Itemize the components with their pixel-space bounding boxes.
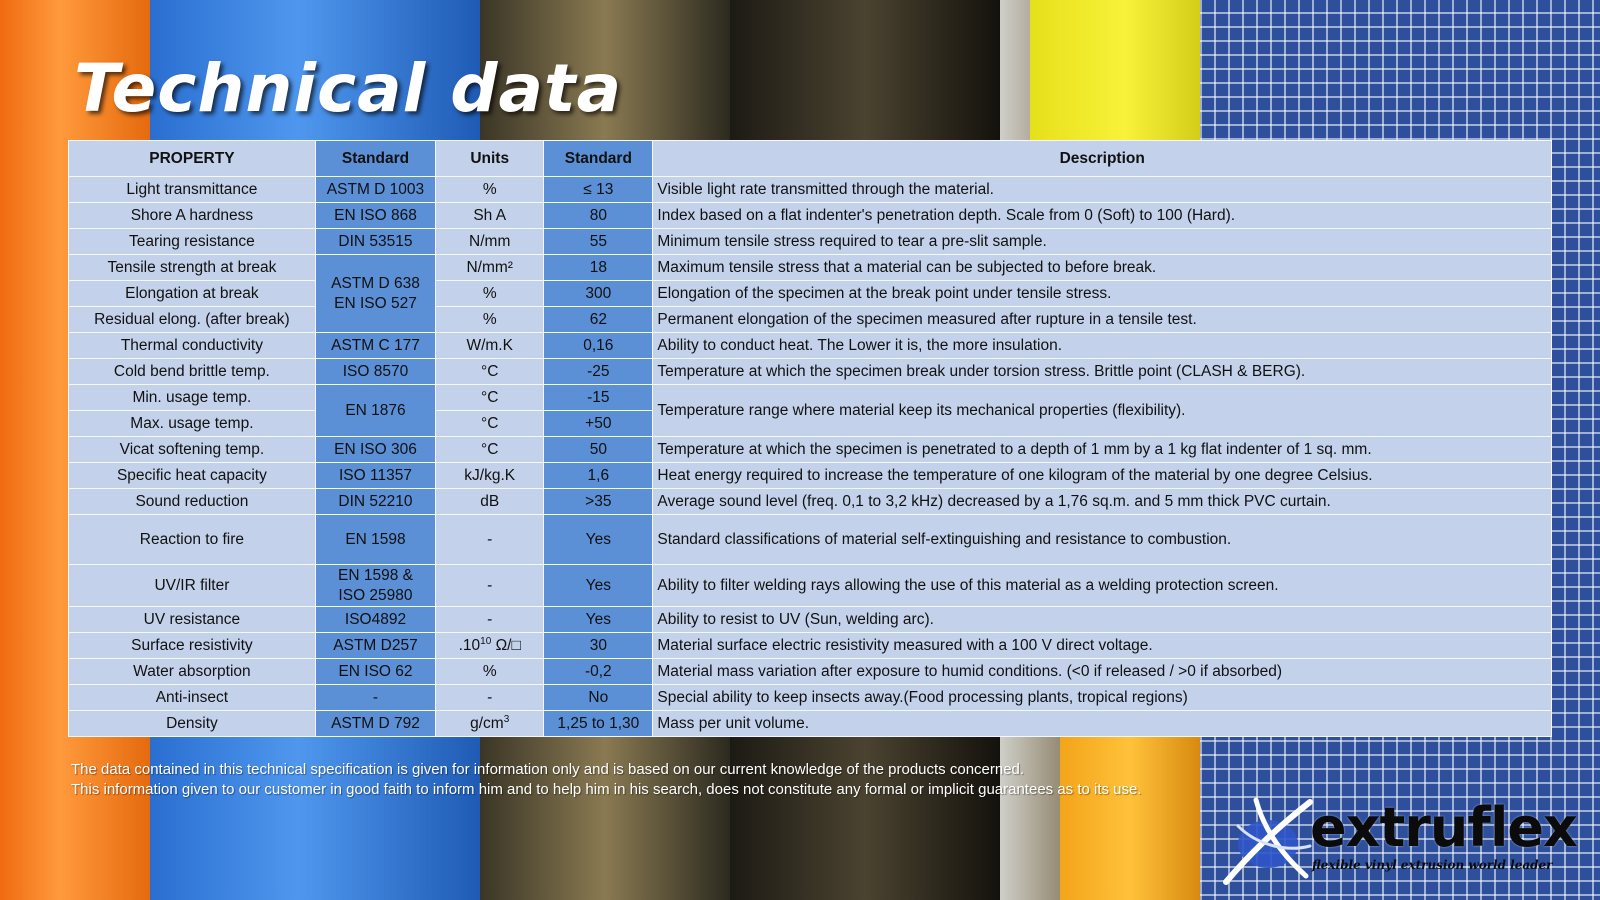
property-cell: Vicat softening temp. <box>69 437 316 463</box>
standard-cell: ASTM D 792 <box>315 711 435 737</box>
logo-swoosh-icon <box>1218 796 1313 886</box>
table-row <box>69 659 1552 685</box>
value-cell: 18 <box>544 255 653 281</box>
unit-cell: W/m.K <box>436 333 544 359</box>
description-cell: Permanent elongation of the specimen measured after rupture in a tensile test. <box>653 307 1552 333</box>
table-row <box>69 607 1552 633</box>
value-cell: Yes <box>544 515 653 565</box>
disclaimer-line-1: The data contained in this technical specification is given for information only and is based on our current knowledge of the products concerned. <box>71 761 1025 778</box>
unit-cell: - <box>436 565 544 607</box>
standard-cell: ISO 11357 <box>315 463 435 489</box>
property-cell: Thermal conductivity <box>69 333 316 359</box>
standard-cell: ASTM D257 <box>315 633 435 659</box>
standard-cell: EN ISO 868 <box>315 203 435 229</box>
value-cell: ≤ 13 <box>544 177 653 203</box>
unit-cell: °C <box>436 359 544 385</box>
table-row <box>69 437 1552 463</box>
table-row <box>69 385 1552 411</box>
unit-cell: kJ/kg.K <box>436 463 544 489</box>
description-cell: Ability to resist to UV (Sun, welding arc). <box>653 607 1552 633</box>
value-cell: -25 <box>544 359 653 385</box>
property-cell: Specific heat capacity <box>69 463 316 489</box>
description-cell: Temperature at which the specimen break under torsion stress. Brittle point (CLASH & BERG). <box>653 359 1552 385</box>
unit-cell: - <box>436 607 544 633</box>
logo-tagline: flexible vinyl extrusion world leader <box>1312 858 1553 872</box>
property-cell: UV resistance <box>69 607 316 633</box>
description-cell: Elongation of the specimen at the break point under tensile stress. <box>653 281 1552 307</box>
unit-cell: Sh A <box>436 203 544 229</box>
property-cell: Tensile strength at break <box>69 255 316 281</box>
disclaimer <box>71 760 1142 800</box>
header-standard: Standard <box>315 141 435 177</box>
description-cell: Mass per unit volume. <box>653 711 1552 737</box>
standard-cell: EN 1876 <box>315 385 435 437</box>
table-row <box>69 515 1552 565</box>
value-cell: Yes <box>544 607 653 633</box>
unit-cell <box>436 633 544 659</box>
header-property: PROPERTY <box>69 141 316 177</box>
table-row <box>69 333 1552 359</box>
property-cell: Water absorption <box>69 659 316 685</box>
value-cell: 0,16 <box>544 333 653 359</box>
table-row <box>69 711 1552 737</box>
technical-data-table <box>68 140 1552 737</box>
table-row <box>69 633 1552 659</box>
property-cell: UV/IR filter <box>69 565 316 607</box>
value-cell: 300 <box>544 281 653 307</box>
page-title: Technical data <box>74 50 623 127</box>
description-cell: Visible light rate transmitted through the material. <box>653 177 1552 203</box>
unit-cell: - <box>436 685 544 711</box>
standard-cell: ASTM D 1003 <box>315 177 435 203</box>
disclaimer-line-2: This information given to our customer in good faith to inform him and to help him in his search, does not constitute any formal or implicit guarantees as to its use. <box>71 781 1142 798</box>
unit-text: .10 <box>458 637 481 655</box>
header-value-standard: Standard <box>544 141 653 177</box>
property-cell: Anti-insect <box>69 685 316 711</box>
unit-cell: % <box>436 177 544 203</box>
unit-cell <box>436 711 544 737</box>
description-cell: Index based on a flat indenter's penetration depth. Scale from 0 (Soft) to 100 (Hard). <box>653 203 1552 229</box>
unit-cell: dB <box>436 489 544 515</box>
property-cell: Min. usage temp. <box>69 385 316 411</box>
unit-suffix: Ω/□ <box>491 637 521 655</box>
table-row <box>69 565 1552 607</box>
description-cell: Material mass variation after exposure to humid conditions. (<0 if released / >0 if absorbed) <box>653 659 1552 685</box>
unit-cell: - <box>436 515 544 565</box>
unit-exponent: 3 <box>503 713 510 725</box>
standard-cell: ISO4892 <box>315 607 435 633</box>
property-cell: Reaction to fire <box>69 515 316 565</box>
standard-cell: EN 1598 <box>315 515 435 565</box>
value-cell: +50 <box>544 411 653 437</box>
unit-cell: °C <box>436 411 544 437</box>
unit-cell: °C <box>436 385 544 411</box>
property-cell: Sound reduction <box>69 489 316 515</box>
table-row <box>69 307 1552 333</box>
property-cell: Elongation at break <box>69 281 316 307</box>
value-cell: 1,6 <box>544 463 653 489</box>
standard-cell: ASTM D 638 EN ISO 527 <box>315 255 435 333</box>
value-cell: 62 <box>544 307 653 333</box>
standard-cell: DIN 52210 <box>315 489 435 515</box>
property-cell: Surface resistivity <box>69 633 316 659</box>
standard-cell: EN ISO 306 <box>315 437 435 463</box>
property-cell: Tearing resistance <box>69 229 316 255</box>
property-cell: Residual elong. (after break) <box>69 307 316 333</box>
table-row <box>69 489 1552 515</box>
standard-cell: ASTM C 177 <box>315 333 435 359</box>
table-row <box>69 229 1552 255</box>
value-cell: -15 <box>544 385 653 411</box>
standard-cell: DIN 53515 <box>315 229 435 255</box>
table-row <box>69 203 1552 229</box>
unit-cell: N/mm² <box>436 255 544 281</box>
description-cell: Special ability to keep insects away.(Food processing plants, tropical regions) <box>653 685 1552 711</box>
table-row <box>69 359 1552 385</box>
description-cell: Heat energy required to increase the temperature of one kilogram of the material by one degree Celsius. <box>653 463 1552 489</box>
unit-cell: °C <box>436 437 544 463</box>
unit-cell: % <box>436 281 544 307</box>
value-cell: 80 <box>544 203 653 229</box>
unit-exponent: 10 <box>480 635 492 647</box>
description-cell: Material surface electric resistivity measured with a 100 V direct voltage. <box>653 633 1552 659</box>
value-cell: >35 <box>544 489 653 515</box>
description-cell: Standard classifications of material self-extinguishing and resistance to combustion. <box>653 515 1552 565</box>
description-cell: Ability to filter welding rays allowing the use of this material as a welding protection screen. <box>653 565 1552 607</box>
standard-cell: EN ISO 62 <box>315 659 435 685</box>
description-cell: Average sound level (freq. 0,1 to 3,2 kHz) decreased by a 1,76 sq.m. and 5 mm thick PVC curtain. <box>653 489 1552 515</box>
logo-name: extruflex <box>1310 796 1577 859</box>
value-cell: 50 <box>544 437 653 463</box>
property-cell: Light transmittance <box>69 177 316 203</box>
value-cell: -0,2 <box>544 659 653 685</box>
description-cell: Temperature range where material keep its mechanical properties (flexibility). <box>653 385 1552 437</box>
header-description: Description <box>653 141 1552 177</box>
value-cell: Yes <box>544 565 653 607</box>
value-cell: 55 <box>544 229 653 255</box>
standard-cell: EN 1598 & ISO 25980 <box>315 565 435 607</box>
description-cell: Ability to conduct heat. The Lower it is, the more insulation. <box>653 333 1552 359</box>
value-cell: 30 <box>544 633 653 659</box>
standard-cell: ISO 8570 <box>315 359 435 385</box>
table-header-row <box>69 141 1552 177</box>
background-yellow-roll <box>1030 0 1220 140</box>
value-cell: 1,25 to 1,30 <box>544 711 653 737</box>
property-cell: Density <box>69 711 316 737</box>
property-cell: Max. usage temp. <box>69 411 316 437</box>
extruflex-logo <box>1218 796 1578 886</box>
property-cell: Shore A hardness <box>69 203 316 229</box>
table-row <box>69 177 1552 203</box>
description-cell: Temperature at which the specimen is penetrated to a depth of 1 mm by a 1 kg flat indenter of 1 sq. mm. <box>653 437 1552 463</box>
unit-cell: % <box>436 659 544 685</box>
property-cell: Cold bend brittle temp. <box>69 359 316 385</box>
unit-cell: % <box>436 307 544 333</box>
table-row <box>69 685 1552 711</box>
table-row <box>69 463 1552 489</box>
description-cell: Minimum tensile stress required to tear a pre-slit sample. <box>653 229 1552 255</box>
value-cell: No <box>544 685 653 711</box>
description-cell: Maximum tensile stress that a material can be subjected to before break. <box>653 255 1552 281</box>
table-row <box>69 281 1552 307</box>
unit-cell: N/mm <box>436 229 544 255</box>
unit-text: g/cm <box>470 715 504 733</box>
standard-cell: - <box>315 685 435 711</box>
header-units: Units <box>436 141 544 177</box>
table-row <box>69 255 1552 281</box>
